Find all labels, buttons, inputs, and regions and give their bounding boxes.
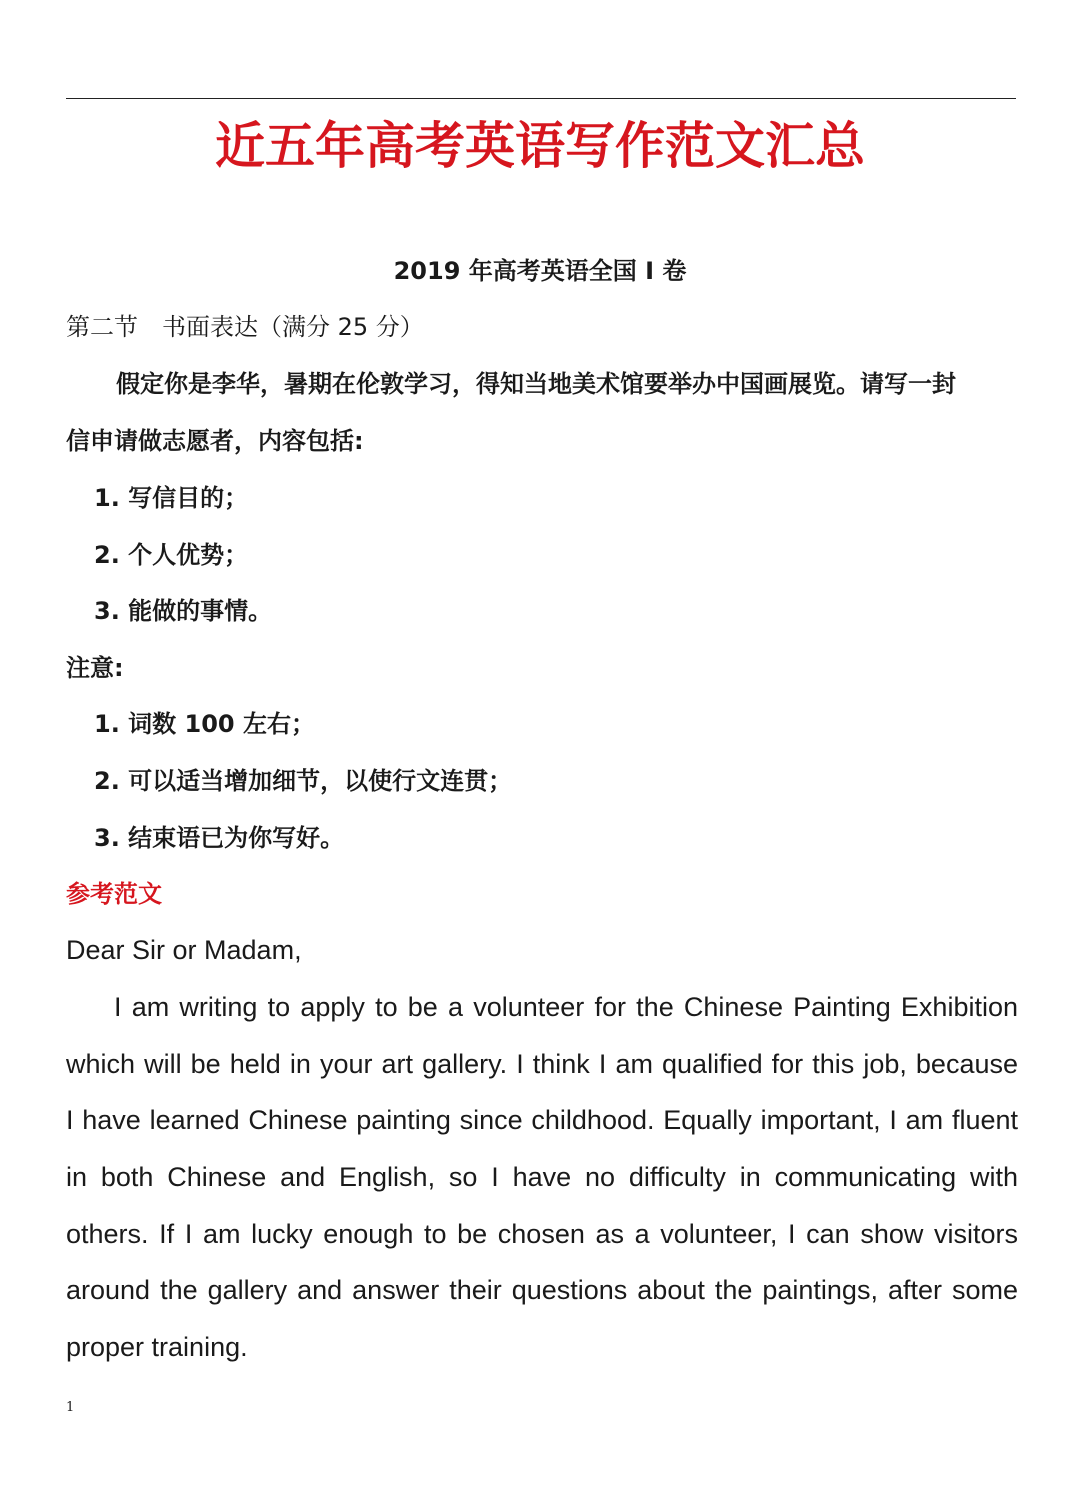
prompt-item: 1. 写信目的； [94,484,249,512]
note-item: 3. 结束语已为你写好。 [94,824,345,852]
notes-label: 注意: [66,654,124,682]
prompt-line-1: 假定你是李华，暑期在伦敦学习，得知当地美术馆要举办中国画展览。请写一封 [116,370,956,398]
essay-line: others. If I am lucky enough to be chosen as a volunteer, I can show visitors [66,1219,1018,1249]
prompt-line-2: 信申请做志愿者，内容包括: [66,427,364,455]
part-heading: 第二节 书面表达（满分 25 分） [66,313,424,341]
note-item: 2. 可以适当增加细节，以使行文连贯； [94,767,513,795]
page-number: 1 [66,1400,75,1415]
header-rule [66,98,1016,99]
essay-salutation: Dear Sir or Madam, [66,935,302,965]
reference-label: 参考范文 [66,880,162,908]
note-item: 1. 词数 100 左右； [94,710,315,738]
essay-line: proper training. [66,1332,248,1362]
prompt-item: 2. 个人优势； [94,541,249,569]
essay-line: which will be held in your art gallery. I think I am qualified for this job, because [66,1049,1018,1079]
prompt-item: 3. 能做的事情。 [94,597,273,625]
essay-line: I am writing to apply to be a volunteer for the Chinese Painting Exhibition [114,992,1018,1022]
essay-line: I have learned Chinese painting since childhood. Equally important, I am fluent [66,1105,1018,1135]
exam-section-title: 2019 年高考英语全国 I 卷 [393,257,687,285]
essay-line: around the gallery and answer their questions about the paintings, after some [66,1275,1018,1305]
document-title: 近五年高考英语写作范文汇总 [215,117,865,175]
essay-line: in both Chinese and English, so I have no difficulty in communicating with [66,1162,1018,1192]
